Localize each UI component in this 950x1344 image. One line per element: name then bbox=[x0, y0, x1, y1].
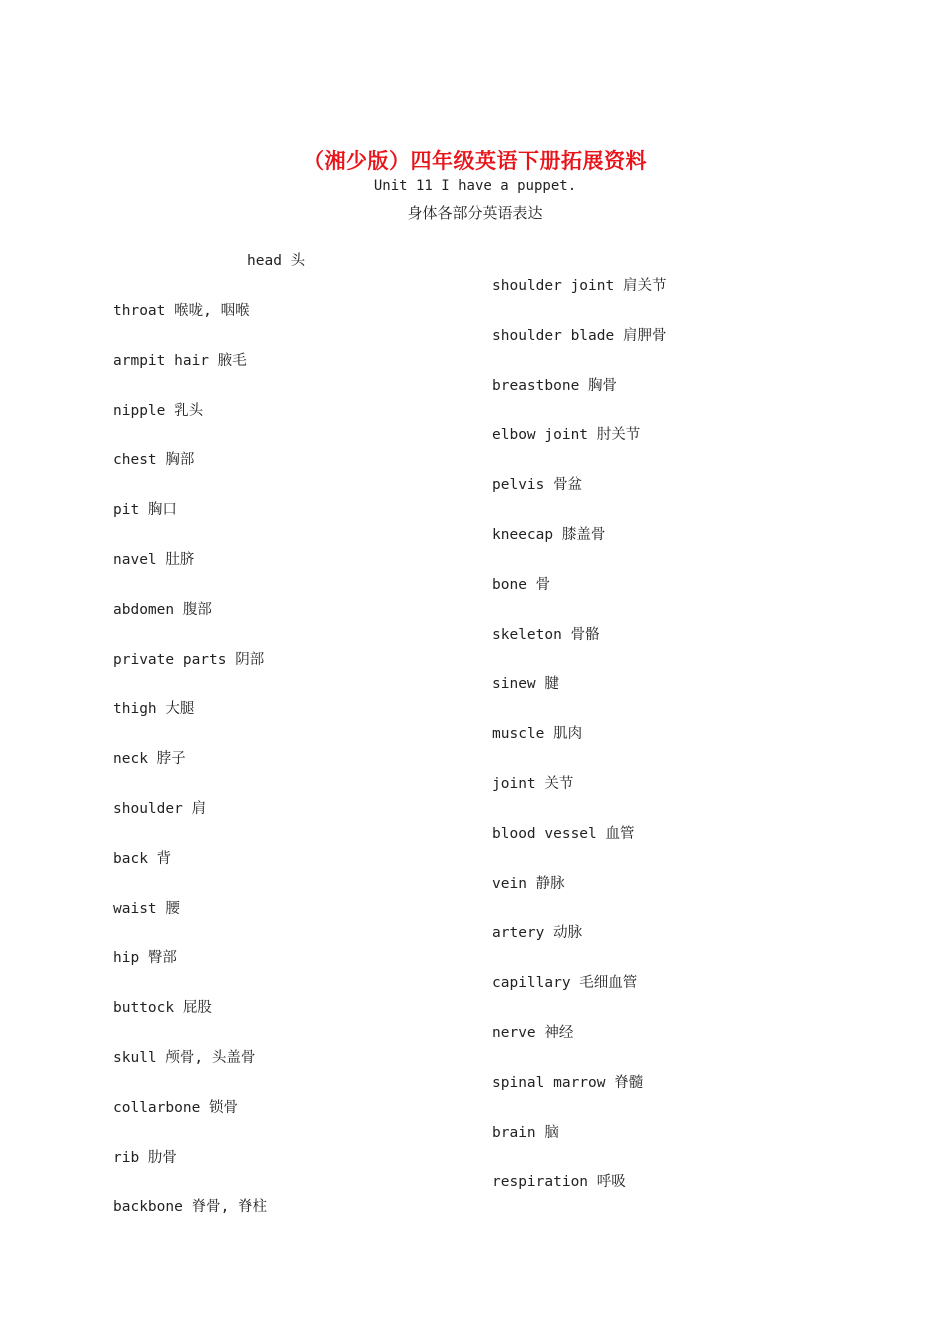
vocab-entry: joint 关节 bbox=[492, 775, 574, 792]
vocab-entry: private parts 阴部 bbox=[113, 651, 265, 668]
vocab-entry-head: head 头 bbox=[247, 253, 306, 269]
vocab-entry: kneecap 膝盖骨 bbox=[492, 526, 606, 543]
vocab-entry: back 背 bbox=[113, 850, 172, 867]
vocab-entry: respiration 呼吸 bbox=[492, 1174, 626, 1191]
vocab-entry: nerve 神经 bbox=[492, 1024, 574, 1041]
vocab-entry: pit 胸口 bbox=[113, 502, 177, 519]
vocab-entry: skeleton 骨骼 bbox=[492, 626, 600, 643]
vocab-entry: chest 胸部 bbox=[113, 452, 195, 469]
section-subtitle: 身体各部分英语表达 bbox=[407, 204, 543, 222]
vocab-entry: buttock 屁股 bbox=[113, 1000, 212, 1017]
vocab-entry: nipple 乳头 bbox=[113, 402, 204, 419]
vocab-entry: neck 脖子 bbox=[113, 751, 186, 768]
vocab-entry: armpit hair 腋毛 bbox=[113, 352, 247, 369]
vocab-right-column bbox=[492, 276, 666, 1222]
vocab-entry: blood vessel 血管 bbox=[492, 825, 635, 842]
vocab-left-column bbox=[113, 301, 267, 1247]
vocab-entry: spinal marrow 脊髓 bbox=[492, 1074, 644, 1091]
vocab-entry: elbow joint 肘关节 bbox=[492, 427, 641, 444]
vocab-entry: shoulder joint 肩关节 bbox=[492, 278, 667, 294]
vocab-entry: collarbone 锁骨 bbox=[113, 1099, 239, 1116]
vocab-entry: artery 动脉 bbox=[492, 925, 583, 942]
vocab-entry: skull 颅骨, 头盖骨 bbox=[113, 1049, 256, 1066]
vocab-entry: brain 脑 bbox=[492, 1124, 559, 1141]
vocab-entry: capillary 毛细血管 bbox=[492, 975, 638, 992]
vocab-entry: muscle 肌肉 bbox=[492, 726, 583, 743]
vocab-entry: rib 肋骨 bbox=[113, 1149, 177, 1166]
vocab-entry: thigh 大腿 bbox=[113, 701, 195, 718]
vocab-entry: backbone 脊骨, 脊柱 bbox=[113, 1199, 268, 1216]
document-title: （湘少版）四年级英语下册拓展资料 bbox=[303, 149, 647, 173]
vocab-entry: navel 肚脐 bbox=[113, 551, 195, 568]
vocab-entry: vein 静脉 bbox=[492, 875, 565, 892]
vocab-entry: throat 喉咙, 咽喉 bbox=[113, 303, 250, 319]
unit-subtitle: Unit 11 I have a puppet. bbox=[373, 178, 577, 194]
vocab-entry: shoulder 肩 bbox=[113, 800, 207, 817]
vocab-entry: pelvis 骨盆 bbox=[492, 477, 583, 494]
vocab-entry: shoulder blade 肩胛骨 bbox=[492, 327, 667, 344]
vocab-entry: breastbone 胸骨 bbox=[492, 377, 618, 394]
vocab-entry: bone 骨 bbox=[492, 576, 551, 593]
vocab-entry: sinew 腱 bbox=[492, 676, 559, 693]
vocab-entry: waist 腰 bbox=[113, 900, 180, 917]
vocab-entry: abdomen 腹部 bbox=[113, 601, 212, 618]
vocab-entry: hip 臀部 bbox=[113, 950, 177, 967]
